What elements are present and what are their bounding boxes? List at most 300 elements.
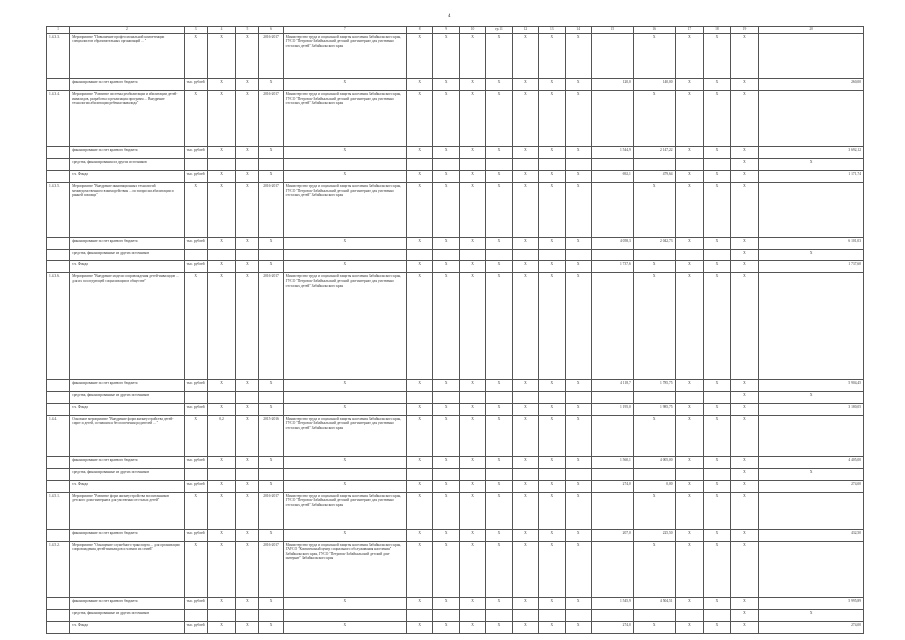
measure-value-cell: X [730,183,759,237]
financing-cell: X [433,261,459,273]
financing-cell: X [565,171,591,183]
financing-cell: X [539,147,565,159]
empty-cell [759,91,864,147]
measure-cell: X [207,273,236,379]
financing-cell: X [433,480,459,492]
measure-value-cell [591,415,633,456]
financing-cell: X [259,79,283,91]
financing-cell [486,468,512,480]
measure-value-cell: X [704,183,730,237]
empty-cell [47,529,70,541]
measure-value-cell: X [675,273,704,379]
measure-value-cell: X [565,492,591,529]
financing-cell: 4 504,51 [633,597,675,609]
financing-cell [259,249,283,261]
financing-cell [459,391,485,403]
financing-cell [565,159,591,171]
measure-value-cell: X [459,273,485,379]
financing-cell [675,609,704,621]
financing-row [47,468,864,480]
financing-cell: X [486,480,512,492]
financing-cell: X [539,379,565,391]
measure-value-cell: X [486,415,512,456]
financing-cell [259,468,283,480]
empty-cell [47,468,70,480]
financing-unit: тыс. рублей [184,237,207,249]
financing-cell: X [539,403,565,415]
financing-cell: X [259,237,283,249]
financing-cell [675,391,704,403]
measure-value-cell: X [730,91,759,147]
financing-row [47,529,864,541]
financing-cell: X [433,403,459,415]
financing-cell: X [730,391,759,403]
financing-cell: X [486,147,512,159]
empty-cell [47,456,70,468]
measure-value-cell: X [459,33,485,79]
measure-value-cell: X [730,33,759,79]
column-number-header: 20 [759,27,864,34]
measure-row [47,91,864,147]
financing-cell: X [459,237,485,249]
financing-cell: X [539,621,565,633]
financing-cell: 5 904,45 [759,379,864,391]
financing-cell [459,468,485,480]
measure-value-cell: X [459,492,485,529]
table-body [47,27,864,634]
measure-period: 2016-2017 [259,492,283,529]
financing-cell: X [406,403,432,415]
financing-cell: X [207,480,236,492]
financing-row [47,147,864,159]
financing-cell: X [675,621,704,633]
financing-cell: X [236,171,259,183]
financing-cell: X [236,597,259,609]
measure-code: 1.4.5.2. [47,541,70,597]
financing-cell: X [730,597,759,609]
program-financing-table [46,26,864,634]
empty-cell [47,480,70,492]
measure-value-cell: X [459,541,485,597]
financing-cell: 1 545,9 [591,597,633,609]
financing-cell: X [406,79,432,91]
financing-cell: X [459,403,485,415]
financing-cell [539,249,565,261]
financing-cell: X [283,621,406,633]
financing-cell: X [406,147,432,159]
financing-cell: X [207,621,236,633]
financing-cell: X [433,379,459,391]
financing-row [47,379,864,391]
financing-cell [459,159,485,171]
financing-cell [591,249,633,261]
measure-value-cell: X [633,273,675,379]
financing-unit: тыс. рублей [184,403,207,415]
measure-value-cell: X [539,492,565,529]
financing-cell: X [406,597,432,609]
financing-cell: X [565,529,591,541]
financing-cell: X [539,237,565,249]
financing-cell: X [406,237,432,249]
financing-cell: X [283,529,406,541]
measure-value-cell: X [433,33,459,79]
page-number: 4 [448,14,451,19]
empty-cell [759,415,864,456]
empty-cell [47,597,70,609]
financing-cell: 1 785,75 [633,379,675,391]
financing-cell [675,159,704,171]
financing-cell [406,609,432,621]
financing-row [47,171,864,183]
financing-cell: X [675,171,704,183]
financing-cell [406,249,432,261]
financing-cell: X [704,237,730,249]
financing-cell: X [539,171,565,183]
financing-row [47,609,864,621]
financing-cell: X [512,621,538,633]
financing-cell: X [675,456,704,468]
measure-cell: X [184,183,207,237]
financing-cell: X [675,79,704,91]
financing-cell: X [675,237,704,249]
financing-cell: X [207,403,236,415]
financing-row [47,79,864,91]
measure-value-cell: X [633,33,675,79]
financing-cell: X [539,480,565,492]
financing-cell: X [486,171,512,183]
financing-cell: X [486,597,512,609]
measure-value-cell: X [433,91,459,147]
financing-cell [236,391,259,403]
measure-cell: X [184,33,207,79]
financing-cell: X [459,261,485,273]
column-number-header: 3 [184,27,207,34]
financing-label: т.ч. Фонда [70,480,185,492]
measure-value-cell: X [512,33,538,79]
empty-cell [47,147,70,159]
financing-row [47,456,864,468]
financing-cell: X [406,529,432,541]
measure-value-cell: X [433,415,459,456]
financing-cell: X [207,79,236,91]
financing-cell: X [704,171,730,183]
financing-cell: X [759,609,864,621]
financing-cell [486,609,512,621]
financing-cell [406,391,432,403]
column-number-header: 2 [70,27,185,34]
financing-cell [207,468,236,480]
measure-value-cell: X [406,183,432,237]
financing-cell: X [236,379,259,391]
financing-cell [539,468,565,480]
financing-cell: X [459,456,485,468]
measure-row [47,273,864,379]
measure-cell: X [236,33,259,79]
measure-cell: X [236,183,259,237]
measure-value-cell: X [486,541,512,597]
financing-cell: X [539,261,565,273]
empty-cell [47,391,70,403]
measure-title: Мероприятие "Внедрение модели сопровождения детей-инвалидов ... для их последующей социализации в обществе" [70,273,185,379]
measure-value-cell: X [406,273,432,379]
financing-cell: 0,00 [633,480,675,492]
measure-row [47,492,864,529]
measure-value-cell: X [704,415,730,456]
financing-cell: X [730,621,759,633]
measure-value-cell: X [433,183,459,237]
financing-label: финансирование за счет краевого бюджета [70,147,185,159]
financing-cell: X [236,529,259,541]
financing-cell: X [730,249,759,261]
financing-cell [539,609,565,621]
financing-cell [591,159,633,171]
financing-cell: X [283,261,406,273]
financing-cell: X [236,237,259,249]
column-number-header: 7 [283,27,406,34]
measure-row [47,33,864,79]
financing-cell: X [512,237,538,249]
measure-value-cell: X [539,541,565,597]
financing-cell: X [512,171,538,183]
financing-cell: X [236,456,259,468]
financing-cell: X [433,529,459,541]
financing-cell [512,249,538,261]
financing-cell [565,468,591,480]
financing-cell: X [730,529,759,541]
financing-cell [207,391,236,403]
financing-cell: X [759,468,864,480]
empty-cell [47,249,70,261]
financing-cell: X [433,147,459,159]
financing-cell: X [236,403,259,415]
financing-cell: X [704,480,730,492]
financing-cell: X [207,147,236,159]
measure-value-cell: X [633,91,675,147]
financing-row [47,597,864,609]
empty-cell [47,261,70,273]
measure-value-cell: X [704,492,730,529]
financing-cell [259,159,283,171]
financing-cell: 2 147,22 [633,147,675,159]
measure-value-cell: X [633,492,675,529]
financing-cell: 274,0 [591,621,633,633]
financing-cell [704,609,730,621]
financing-cell: X [207,237,236,249]
financing-cell: X [730,456,759,468]
financing-cell: X [675,379,704,391]
financing-cell: X [512,79,538,91]
financing-cell: X [259,379,283,391]
financing-cell: X [283,597,406,609]
financing-row [47,159,864,171]
financing-cell [486,159,512,171]
measure-executor: Министерство труда и социальной защиты населения Забайкальского края, ГУСО "Петровск-Забайкальский детский дом-интернат для умственно отсталых детей" Забайкальского края [283,492,406,529]
measure-value-cell: X [512,415,538,456]
financing-cell: X [730,468,759,480]
financing-cell: X [486,237,512,249]
measure-title: Мероприятие "Оснащение служебного транспорта ... для организации сопровождения детей-инвалидов и членов их семей" [70,541,185,597]
measure-cell: X [236,492,259,529]
measure-value-cell: X [730,541,759,597]
financing-unit [184,609,207,621]
financing-cell: X [236,261,259,273]
measure-cell: X [207,492,236,529]
financing-cell: X [459,147,485,159]
financing-cell: 3 692,12 [759,147,864,159]
financing-cell [704,391,730,403]
financing-unit: тыс. рублей [184,621,207,633]
measure-value-cell: X [704,541,730,597]
measure-cell: X [236,415,259,456]
measure-period: 2016-2017 [259,183,283,237]
column-number-header: гр.11 [486,27,512,34]
column-number-header: 16 [633,27,675,34]
measure-value-cell: X [633,541,675,597]
financing-label: т.ч. Фонда [70,403,185,415]
empty-cell [47,403,70,415]
financing-cell: 5 995,89 [759,597,864,609]
measure-value-cell: X [633,183,675,237]
financing-cell: X [459,79,485,91]
financing-cell: X [704,621,730,633]
financing-label: средства, финансированные из других источников [70,249,185,261]
measure-value-cell: X [406,91,432,147]
measure-value-cell: X [512,91,538,147]
empty-cell [759,492,864,529]
measure-cell: X [236,273,259,379]
column-number-header: 18 [704,27,730,34]
measure-value-cell: X [433,541,459,597]
financing-cell [565,249,591,261]
financing-cell [512,468,538,480]
measure-value-cell: X [486,91,512,147]
financing-label: финансирование за счет краевого бюджета [70,237,185,249]
financing-cell: X [207,171,236,183]
financing-cell: X [512,480,538,492]
measure-value-cell: X [406,492,432,529]
measure-value-cell: X [486,273,512,379]
financing-label: т.ч. Фонда [70,261,185,273]
measure-value-cell: X [730,415,759,456]
financing-cell: 274,00 [759,621,864,633]
financing-label: финансирование за счет краевого бюджета [70,79,185,91]
financing-cell: X [459,480,485,492]
financing-cell: X [459,171,485,183]
financing-cell: X [539,597,565,609]
financing-cell: X [283,79,406,91]
financing-cell: X [759,391,864,403]
financing-cell: X [512,456,538,468]
financing-cell: X [759,159,864,171]
measure-executor: Министерство труда и социальной защиты населения Забайкальского края, ГУСО "Петровск-Забайкальский детский дом-интернат для умственно отсталых детей" Забайкальского края [283,273,406,379]
financing-cell [236,159,259,171]
financing-cell: 4 005,00 [633,456,675,468]
financing-label: средства, финансированные из других источников [70,391,185,403]
measure-executor: Министерство труда и социальной защиты населения Забайкальского края, ГУСО "Петровск-Забайкальский детский дом-интернат для умственно отсталых детей" Забайкальского края [283,415,406,456]
measure-value-cell: X [675,33,704,79]
financing-cell: X [704,403,730,415]
financing-unit: тыс. рублей [184,147,207,159]
financing-cell: X [259,621,283,633]
measure-value-cell: X [512,183,538,237]
financing-cell: X [730,261,759,273]
column-number-header: 6 [259,27,283,34]
measure-period: 2015-2016 [259,415,283,456]
measure-value-cell: X [512,273,538,379]
financing-cell: X [406,261,432,273]
financing-cell: X [704,529,730,541]
financing-cell: 3 180,05 [759,403,864,415]
column-number-header: 14 [565,27,591,34]
financing-cell: X [207,379,236,391]
measure-value-cell: X [675,415,704,456]
financing-cell [283,159,406,171]
column-number-header: 19 [730,27,759,34]
measure-value-cell: X [565,33,591,79]
financing-cell [704,159,730,171]
financing-cell: 4 058,3 [591,237,633,249]
financing-cell: 1 560,1 [591,456,633,468]
financing-cell: X [486,456,512,468]
financing-cell [512,609,538,621]
measure-value-cell: X [539,33,565,79]
measure-value-cell: X [675,541,704,597]
financing-cell [207,159,236,171]
financing-cell [633,391,675,403]
measure-cell: 0,2 [207,415,236,456]
financing-cell: X [704,79,730,91]
financing-cell: X [704,379,730,391]
empty-cell [47,159,70,171]
column-number-header: 12 [512,27,538,34]
financing-cell: 274,00 [759,480,864,492]
financing-cell: X [704,456,730,468]
measure-value-cell: X [675,91,704,147]
financing-label: средства, финансированные из других источников [70,609,185,621]
measure-cell: X [207,33,236,79]
financing-cell: 140,00 [633,79,675,91]
column-number-header: 13 [539,27,565,34]
measure-value-cell: X [486,492,512,529]
empty-cell [759,273,864,379]
financing-cell: X [675,480,704,492]
measure-cell: X [184,541,207,597]
financing-cell: X [459,379,485,391]
financing-cell [704,249,730,261]
financing-cell [486,391,512,403]
financing-cell: X [459,529,485,541]
financing-cell [459,249,485,261]
financing-cell: X [283,147,406,159]
financing-cell [207,249,236,261]
column-number-header: 5 [236,27,259,34]
measure-value-cell: X [565,91,591,147]
financing-cell: X [486,379,512,391]
financing-cell: X [433,79,459,91]
empty-cell [759,183,864,237]
measure-value-cell: X [704,273,730,379]
column-number-header: 4 [207,27,236,34]
financing-cell [236,468,259,480]
financing-row [47,621,864,633]
financing-unit [184,468,207,480]
measure-title: Основное мероприятие "Внедрение форм жизнеустройства детей-сирот и детей, оставшихся без попечения родителей ... " [70,415,185,456]
measure-value-cell: X [675,492,704,529]
financing-row [47,480,864,492]
financing-cell: X [259,456,283,468]
financing-cell: X [236,480,259,492]
financing-cell: X [512,147,538,159]
